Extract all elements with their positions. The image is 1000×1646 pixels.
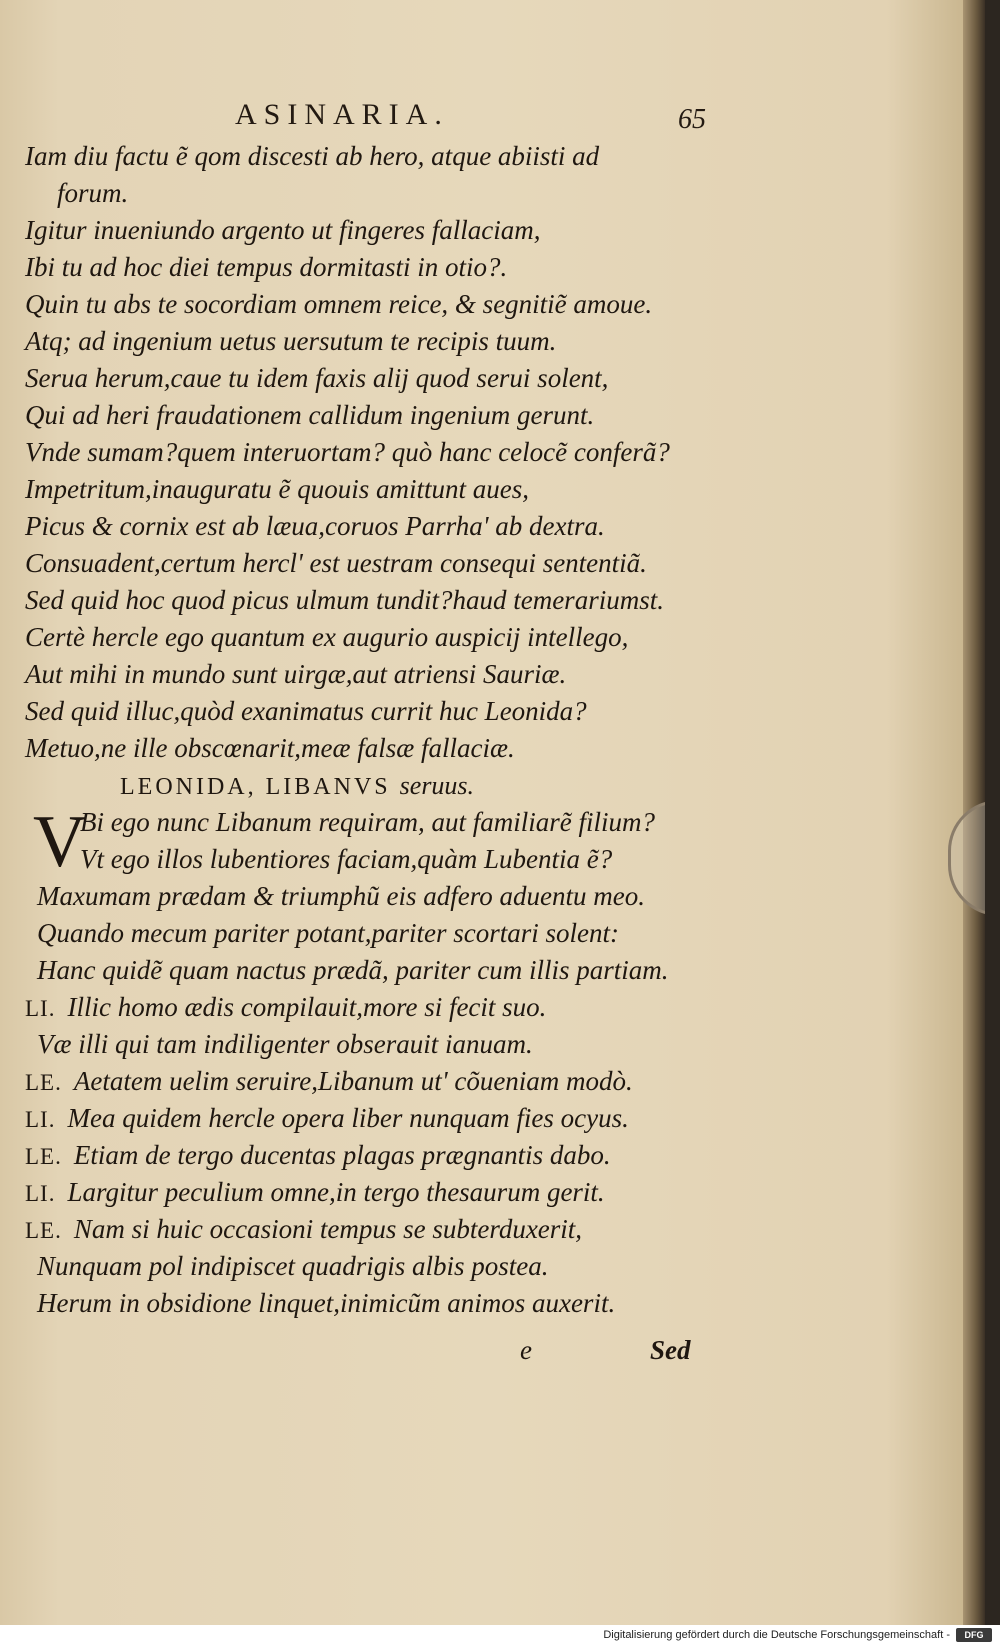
dialogue-text: Aetatem uelim seruire,Libanum ut' cõueniam modò. [73, 1066, 633, 1096]
text-line: Atq; ad ingenium uetus uersutum te recipis tuum. [25, 326, 557, 356]
speaker-label: LI. [25, 996, 56, 1021]
text-line: Aut mihi in mundo sunt uirgæ,aut atriensi Sauriæ. [25, 659, 567, 689]
text-line: Igitur inueniundo argento ut fingeres fallaciam, [25, 215, 541, 245]
page-clip [948, 800, 985, 916]
drop-cap: V [33, 801, 87, 883]
text-line: Serua herum,caue tu idem faxis alij quod serui solent, [25, 363, 609, 393]
text-line: Sed quid hoc quod picus ulmum tundit?haud temerariumst. [25, 585, 664, 615]
dialogue-line [25, 1174, 715, 1211]
digitization-credit: Digitalisierung gefördert durch die Deutsche Forschungsgemeinschaft - [603, 1629, 950, 1641]
dialogue-text: Mea quidem hercle opera liber nunquam fies ocyus. [67, 1103, 629, 1133]
text-line: Metuo,ne ille obscœnarit,meæ falsæ fallaciæ. [25, 733, 515, 763]
digitization-footer [0, 1625, 1000, 1646]
dialogue-text: Herum in obsidione linquet,inimicũm animos auxerit. [37, 1288, 616, 1318]
text-line: Iam diu factu ẽ qom discesti ab hero, atque abiisti ad [25, 141, 600, 171]
speaker-label: LE. [25, 1144, 62, 1169]
scene-role: seruus. [399, 771, 475, 800]
dialogue-text: Maxumam prædam & triumphũ eis adfero aduentu meo. [37, 881, 645, 911]
speaker-label: LI. [25, 1181, 56, 1206]
text-line: Ibi tu ad hoc diei tempus dormitasti in otio?. [25, 252, 508, 282]
dialogue-line [25, 878, 715, 915]
page-foot [0, 1335, 985, 1375]
speaker-label: LI. [25, 1107, 56, 1132]
dialogue-text: Largitur peculium omne,in tergo thesaurum gerit. [67, 1177, 605, 1207]
running-title: ASINARIA. [235, 98, 449, 131]
dialogue-text: Hanc quidẽ quam nactus prædã, pariter cum illis partiam. [37, 955, 669, 985]
page-number: 65 [678, 104, 706, 135]
dialogue-line [25, 952, 715, 989]
text-line: Vnde sumam?quem interuortam? quò hanc celocẽ conferã? [25, 437, 670, 467]
dialogue-line [25, 1100, 715, 1137]
scene-names: LEONIDA, LIBANVS [120, 774, 391, 800]
signature-mark: e [520, 1335, 532, 1365]
dialogue-text: Quando mecum pariter potant,pariter scortari solent: [37, 918, 619, 948]
text-line: Sed quid illuc,quòd exanimatus currit huc Leonida? [25, 696, 587, 726]
dialogue-text: Nunquam pol indipiscet quadrigis albis postea. [37, 1251, 549, 1281]
dialogue-line [25, 915, 715, 952]
dialogue-line [25, 989, 715, 1026]
scene-heading [25, 767, 715, 804]
dfg-logo-icon: DFG [956, 1628, 992, 1642]
text-line: Bi ego nunc Libanum requiram, aut familiarẽ filium? [80, 807, 655, 837]
text-block [25, 138, 715, 1322]
dropcap-paragraph [25, 801, 715, 883]
running-head [0, 98, 985, 138]
catchword: Sed [650, 1335, 691, 1365]
dialogue-text: Nam si huic occasioni tempus se subterduxerit, [73, 1214, 583, 1244]
dialogue-text: Etiam de tergo ducentas plagas prægnantis dabo. [73, 1140, 611, 1170]
dialogue-line [25, 1137, 715, 1174]
text-line: Vt ego illos lubentiores faciam,quàm Lubentia ẽ? [80, 844, 613, 874]
text-line: Qui ad heri fraudationem callidum ingenium gerunt. [25, 400, 595, 430]
speaker-label: LE. [25, 1218, 62, 1243]
text-line: Impetritum,inauguratu ẽ quouis amittunt aues, [25, 474, 529, 504]
dialogue-line [25, 1211, 715, 1248]
dialogue-line [25, 1248, 715, 1285]
text-line: Picus & cornix est ab læua,coruos Parrha' ab dextra. [25, 511, 605, 541]
dialogue-text: Illic homo ædis compilauit,more si fecit suo. [67, 992, 547, 1022]
dialogue-line [25, 1063, 715, 1100]
dialogue-line [25, 1285, 715, 1322]
dialogue-line [25, 1026, 715, 1063]
speaker-label: LE. [25, 1070, 62, 1095]
text-line: forum. [57, 178, 129, 208]
text-line: Consuadent,certum hercl' est uestram consequi sententiã. [25, 548, 647, 578]
dialogue-text: Væ illi qui tam indiligenter obserauit ianuam. [37, 1029, 533, 1059]
text-line: Certè hercle ego quantum ex augurio auspicij intellego, [25, 622, 629, 652]
text-line: Quin tu abs te socordiam omnem reice, & segnitiẽ amoue. [25, 289, 653, 319]
